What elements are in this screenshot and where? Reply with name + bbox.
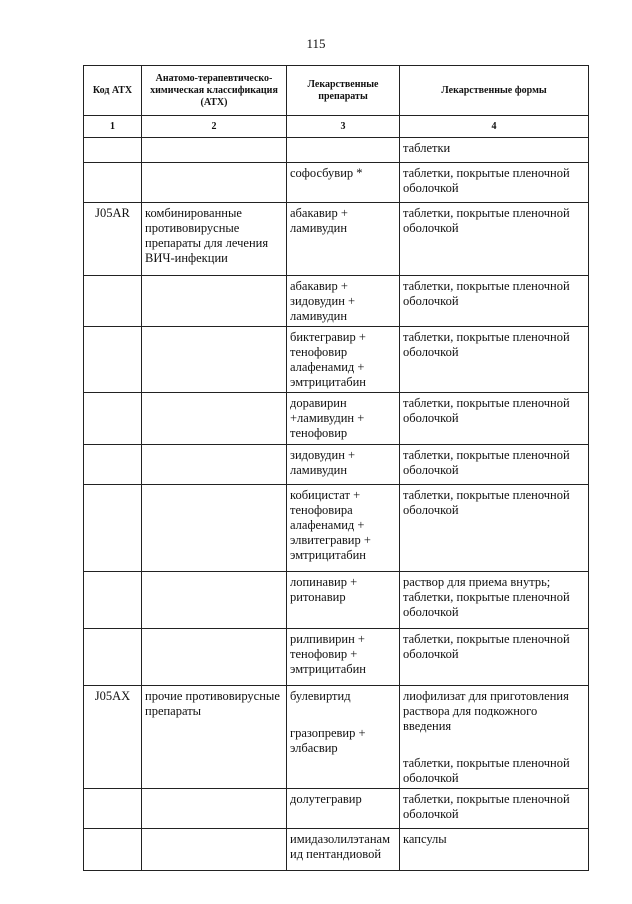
atx-class bbox=[142, 445, 287, 485]
atx-class: комбинированные противовирусные препараты для лечения ВИЧ-инфекции bbox=[142, 203, 287, 276]
drug-forms: таблетки, покрытые пленочной оболочкой bbox=[400, 789, 589, 829]
drug-name: софосбувир * bbox=[287, 163, 400, 203]
drug-name: долутегравир bbox=[287, 789, 400, 829]
drug-name: имидазолилэтанамид пентандиовой bbox=[287, 829, 400, 871]
drug-name-second: гразопревир + элбасвир bbox=[290, 726, 366, 755]
column-number-row bbox=[84, 116, 589, 138]
atx-class bbox=[142, 276, 287, 327]
atx-class bbox=[142, 163, 287, 203]
drug-name bbox=[287, 686, 400, 789]
atx-class bbox=[142, 829, 287, 871]
atx-code bbox=[84, 163, 142, 203]
drug-forms: таблетки, покрытые пленочной оболочкой bbox=[400, 393, 589, 445]
page-number: 115 bbox=[306, 36, 326, 51]
atx-code: J05AX bbox=[84, 686, 142, 789]
table-row bbox=[84, 203, 589, 276]
drug-forms: таблетки bbox=[400, 138, 589, 163]
atx-code bbox=[84, 629, 142, 686]
atx-class bbox=[142, 485, 287, 572]
table-row bbox=[84, 572, 589, 629]
drug-forms: таблетки, покрытые пленочной оболочкой bbox=[400, 445, 589, 485]
atx-code bbox=[84, 445, 142, 485]
column-number: 1 bbox=[84, 116, 142, 138]
drug-name: биктегравир + тенофовир алафенамид + эмтрицитабин bbox=[287, 327, 400, 393]
atx-class bbox=[142, 138, 287, 163]
drug-name-first: булевиртид bbox=[290, 689, 351, 703]
drug-forms: таблетки, покрытые пленочной оболочкой bbox=[400, 203, 589, 276]
column-number: 2 bbox=[142, 116, 287, 138]
drug-forms: таблетки, покрытые пленочной оболочкой bbox=[400, 163, 589, 203]
table-row bbox=[84, 327, 589, 393]
table-row bbox=[84, 445, 589, 485]
atx-code bbox=[84, 572, 142, 629]
drug-forms: таблетки, покрытые пленочной оболочкой bbox=[400, 629, 589, 686]
column-number: 3 bbox=[287, 116, 400, 138]
drug-name: рилпивирин + тенофовир + эмтрицитабин bbox=[287, 629, 400, 686]
atx-class bbox=[142, 789, 287, 829]
header-code: Код АТХ bbox=[84, 66, 142, 116]
header-row bbox=[84, 66, 589, 116]
table-row bbox=[84, 138, 589, 163]
drug-name bbox=[287, 138, 400, 163]
table-row bbox=[84, 163, 589, 203]
drug-forms: раствор для приема внутрь; таблетки, покрытые пленочной оболочкой bbox=[400, 572, 589, 629]
drug-name: доравирин +ламивудин + тенофовир bbox=[287, 393, 400, 445]
drug-name: кобицистат + тенофовира алафенамид + элвитегравир + эмтрицитабин bbox=[287, 485, 400, 572]
atx-class bbox=[142, 629, 287, 686]
table-row bbox=[84, 686, 589, 789]
atx-code bbox=[84, 138, 142, 163]
header-classification: Анатомо-терапевтическо-химическая классификация (АТХ) bbox=[142, 66, 287, 116]
table-row bbox=[84, 485, 589, 572]
cell-spacer bbox=[403, 734, 585, 756]
atx-code bbox=[84, 485, 142, 572]
drug-name: лопинавир + ритонавир bbox=[287, 572, 400, 629]
atx-code: J05AR bbox=[84, 203, 142, 276]
atx-code bbox=[84, 829, 142, 871]
table-row bbox=[84, 276, 589, 327]
atx-code bbox=[84, 327, 142, 393]
atx-class bbox=[142, 327, 287, 393]
drug-forms: таблетки, покрытые пленочной оболочкой bbox=[400, 276, 589, 327]
atx-drug-table bbox=[83, 65, 589, 871]
atx-class: прочие противовирусные препараты bbox=[142, 686, 287, 789]
header-forms: Лекарственные формы bbox=[400, 66, 589, 116]
atx-class bbox=[142, 572, 287, 629]
atx-code bbox=[84, 276, 142, 327]
atx-class bbox=[142, 393, 287, 445]
drug-forms: таблетки, покрытые пленочной оболочкой bbox=[400, 485, 589, 572]
drug-forms: таблетки, покрытые пленочной оболочкой bbox=[400, 327, 589, 393]
table-row bbox=[84, 789, 589, 829]
atx-code bbox=[84, 789, 142, 829]
drug-name: абакавир + зидовудин + ламивудин bbox=[287, 276, 400, 327]
drug-name: абакавир + ламивудин bbox=[287, 203, 400, 276]
drug-forms: капсулы bbox=[400, 829, 589, 871]
cell-spacer bbox=[290, 704, 396, 726]
column-number: 4 bbox=[400, 116, 589, 138]
drug-forms-second: таблетки, покрытые пленочной оболочкой bbox=[403, 756, 570, 785]
atx-code bbox=[84, 393, 142, 445]
header-drugs: Лекарственные препараты bbox=[287, 66, 400, 116]
drug-forms-first: лиофилизат для приготовления раствора для подкожного введения bbox=[403, 689, 569, 733]
table-row bbox=[84, 829, 589, 871]
drug-name: зидовудин + ламивудин bbox=[287, 445, 400, 485]
table-row bbox=[84, 393, 589, 445]
table-row bbox=[84, 629, 589, 686]
drug-forms bbox=[400, 686, 589, 789]
